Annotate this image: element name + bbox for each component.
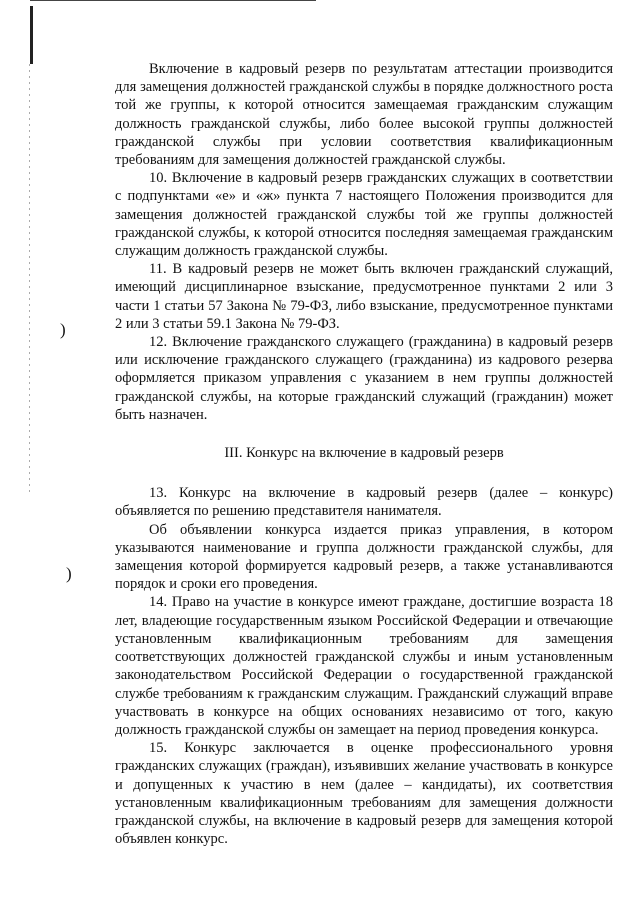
paragraph-13: 13. Конкурс на включение в кадровый резерв (далее – конкурс) объявляется по решению представителя нанимателя. bbox=[115, 485, 613, 520]
paragraph-11: 11. В кадровый резерв не может быть включен гражданский служащий, имеющий дисциплинарное взыскание, предусмотренное пунктами 2 или 3 части 1 статьи 57 Закона № 79-ФЗ, либо взыскание, предусмотренное пунктами 2 или 3 статьи 59.1 Закона № 79-ФЗ. bbox=[115, 261, 613, 332]
paragraph-13-announcement: Об объявлении конкурса издается приказ управления, в котором указываются наименование и группа должности гражданской службы, для замещения которой формируется кадровый резерв, а также устанавливаются порядок и сроки его проведения. bbox=[115, 521, 613, 593]
paragraph-9-continued: Включение в кадровый резерв по результатам аттестации производится для замещения должностей гражданской службы в порядке должностного роста той же группы, к которой относится замещаемая гражданским служащим должность гражданской службы, либо более высокой группы должностей гражданской службы при условии соответствия квалификационным требованиям для замещения должностей гражданской службы. bbox=[115, 61, 613, 169]
paragraph-12: 12. Включение гражданского служащего (гражданина) в кадровый резерв или исключение гражданского служащего (гражданина) из кадрового резерва оформляется приказом управления с указанием в нем группы должностей гражданской службы, на которые гражданский служащий (гражданин) может быть назначен. bbox=[115, 334, 613, 423]
scan-edge-left bbox=[30, 6, 33, 64]
paragraph-15: 15. Конкурс заключается в оценке профессионального уровня гражданских служащих (граждан), изъявивших желание участвовать в конкурсе и допущенных к участию в нем (далее – кандидаты), их соответствия установленным квалификационным требованиям для замещения должности гражданской службы, на включение в кадровый резерв для замещения которой объявлен конкурс. bbox=[115, 740, 613, 848]
binding-margin-dots bbox=[29, 64, 30, 494]
paragraph-14: 14. Право на участие в конкурсе имеют граждане, достигшие возраста 18 лет, владеющие государственным языком Российской Федерации и отвечающие установленным квалификационным требованиям для замещения соответствующих должностей гражданской службы и иным установленным законодательством Российской Федерации о государственной гражданской службе требованиям к гражданским служащим. Гражданский служащий вправе участвовать в конкурсе на общих основаниях независимо от того, какую должность гражданской службы он замещает на период проведения конкурса. bbox=[115, 594, 613, 738]
margin-mark: ) bbox=[60, 320, 66, 339]
paragraph-10: 10. Включение в кадровый резерв гражданских служащих в соответствии с подпунктами «е» и «ж» пункта 7 настоящего Положения производится для замещения должностей гражданской службы той же группы должностей гражданской службы, к которой относится последняя замещаемая гражданским служащим должность гражданской службы. bbox=[115, 170, 613, 260]
margin-mark: ) bbox=[66, 564, 72, 583]
section-heading: III. Конкурс на включение в кадровый резерв bbox=[224, 445, 504, 462]
document-page bbox=[115, 60, 613, 848]
scan-edge-top bbox=[30, 0, 316, 1]
